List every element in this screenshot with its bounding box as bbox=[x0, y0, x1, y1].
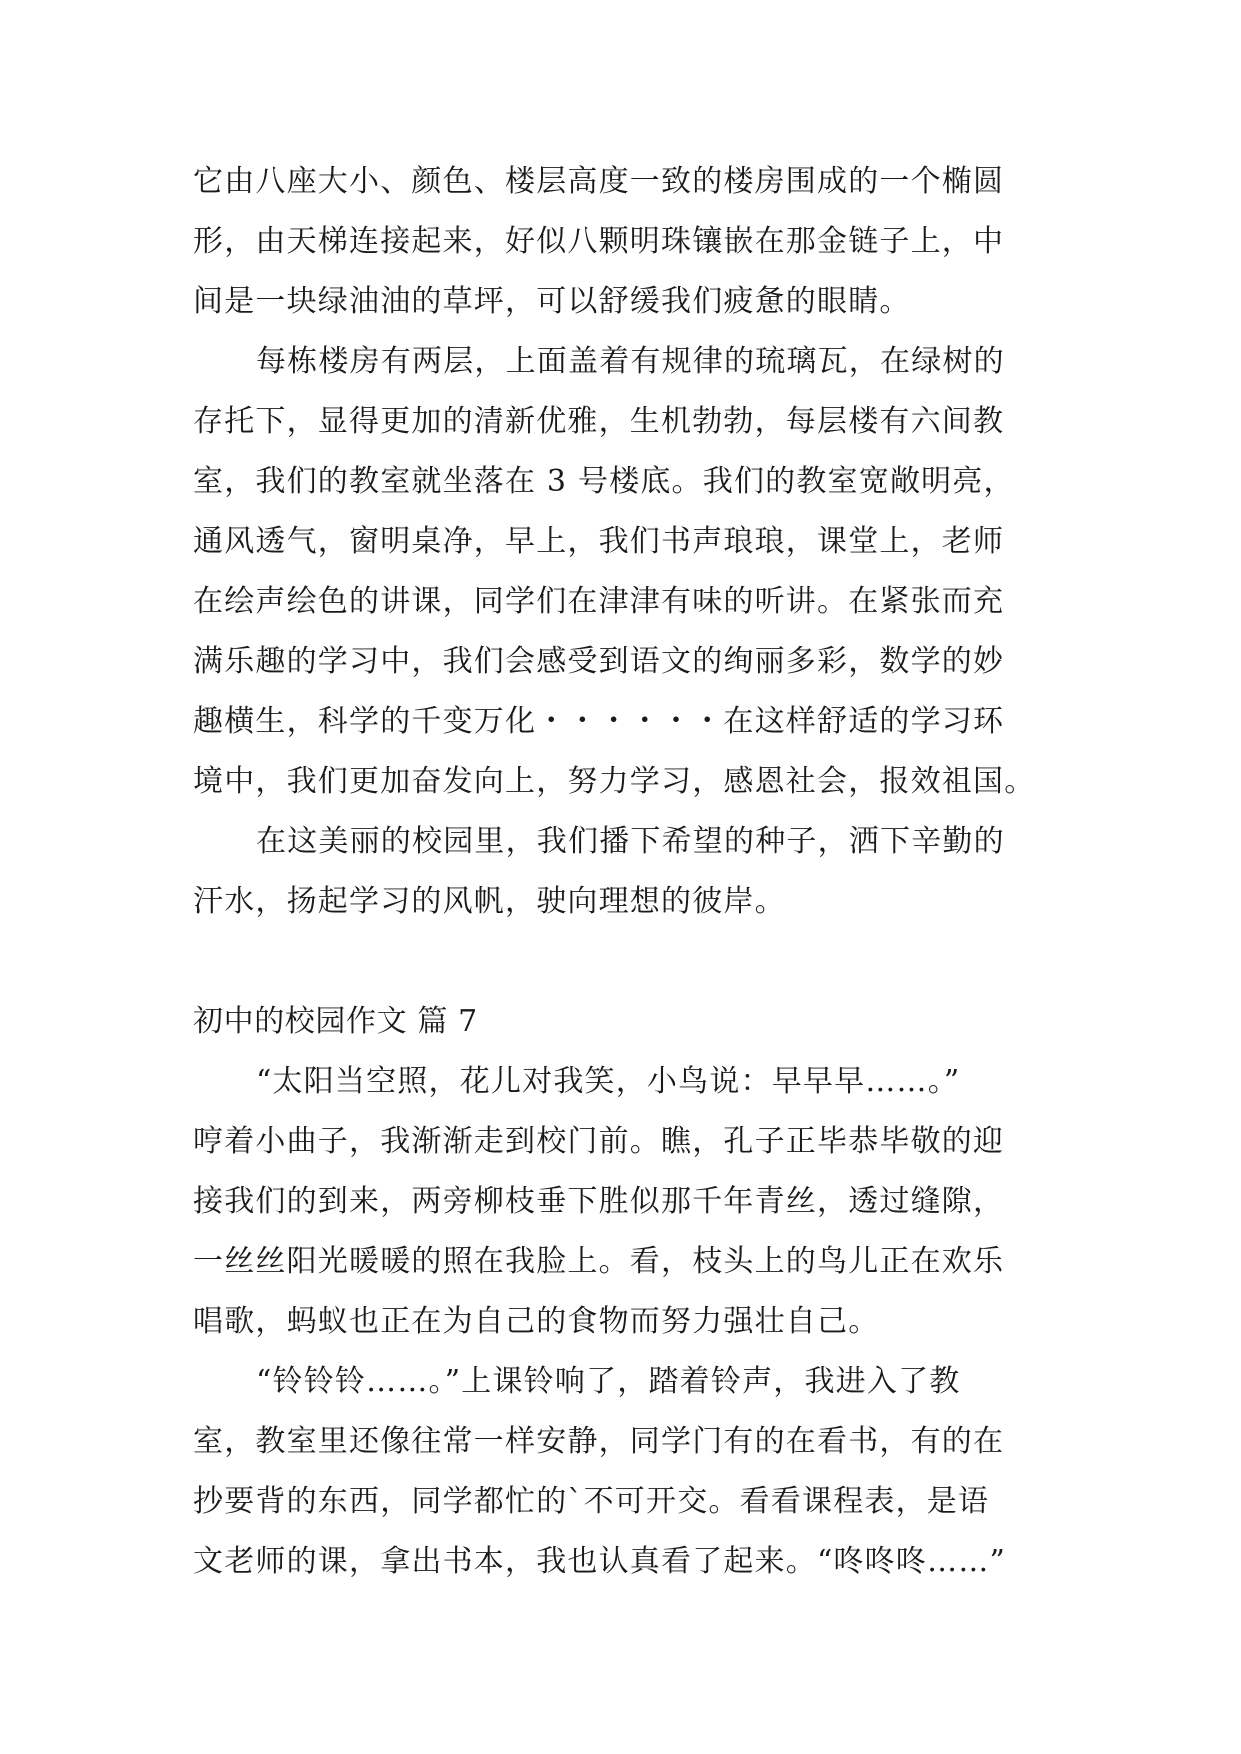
paragraph-first-line: 每栋楼房有两层，上面盖着有规律的琉璃瓦，在绿树的 bbox=[256, 344, 1005, 379]
text-line: 存托下，显得更加的清新优雅，生机勃勃，每层楼有六间教 bbox=[193, 404, 1005, 439]
section-heading: 初中的校园作文 篇 7 bbox=[193, 1004, 478, 1039]
paragraph-first-line: 在这美丽的校园里，我们播下希望的种子，洒下辛勤的 bbox=[256, 824, 1005, 859]
text-line: 趣横生，科学的千变万化・・・・・・在这样舒适的学习环 bbox=[193, 704, 1005, 739]
text-line: 在绘声绘色的讲课，同学们在津津有味的听讲。在紧张而充 bbox=[193, 584, 1005, 619]
text-line: 形，由天梯连接起来，好似八颗明珠镶嵌在那金链子上，中 bbox=[193, 224, 1005, 259]
text-line: 哼着小曲子，我渐渐走到校门前。瞧，孔子正毕恭毕敬的迎 bbox=[193, 1124, 1005, 1159]
text-line: 间是一块绿油油的草坪，可以舒缓我们疲惫的眼睛。 bbox=[193, 284, 911, 319]
text-line: 抄要背的东西，同学都忙的`不可开交。看看课程表，是语 bbox=[193, 1484, 990, 1519]
text-line: 接我们的到来，两旁柳枝垂下胜似那千年青丝，透过缝隙， bbox=[193, 1184, 1005, 1219]
text-line: 满乐趣的学习中，我们会感受到语文的绚丽多彩，数学的妙 bbox=[193, 644, 1005, 679]
text-line: 它由八座大小、颜色、楼层高度一致的楼房围成的一个椭圆 bbox=[193, 164, 1005, 199]
text-line: 一丝丝阳光暖暖的照在我脸上。看，枝头上的鸟儿正在欢乐 bbox=[193, 1244, 1005, 1279]
text-line: 室，我们的教室就坐落在 3 号楼底。我们的教室宽敞明亮， bbox=[193, 464, 1015, 499]
text-line: 境中，我们更加奋发向上，努力学习，感恩社会，报效祖国。 bbox=[193, 764, 1036, 799]
text-line: 通风透气，窗明桌净，早上，我们书声琅琅，课堂上，老师 bbox=[193, 524, 1005, 559]
text-line: 汗水，扬起学习的风帆，驶向理想的彼岸。 bbox=[193, 884, 786, 919]
paragraph-first-line: “太阳当空照，花儿对我笑，小鸟说：早早早……。” bbox=[256, 1064, 961, 1099]
text-line: 文老师的课，拿出书本，我也认真看了起来。“咚咚咚……” bbox=[193, 1544, 1007, 1579]
paragraph-first-line: “铃铃铃……。”上课铃响了，踏着铃声，我进入了教 bbox=[256, 1364, 961, 1399]
text-line: 室，教室里还像往常一样安静，同学门有的在看书，有的在 bbox=[193, 1424, 1005, 1459]
text-line: 唱歌，蚂蚁也正在为自己的食物而努力强壮自己。 bbox=[193, 1304, 880, 1339]
